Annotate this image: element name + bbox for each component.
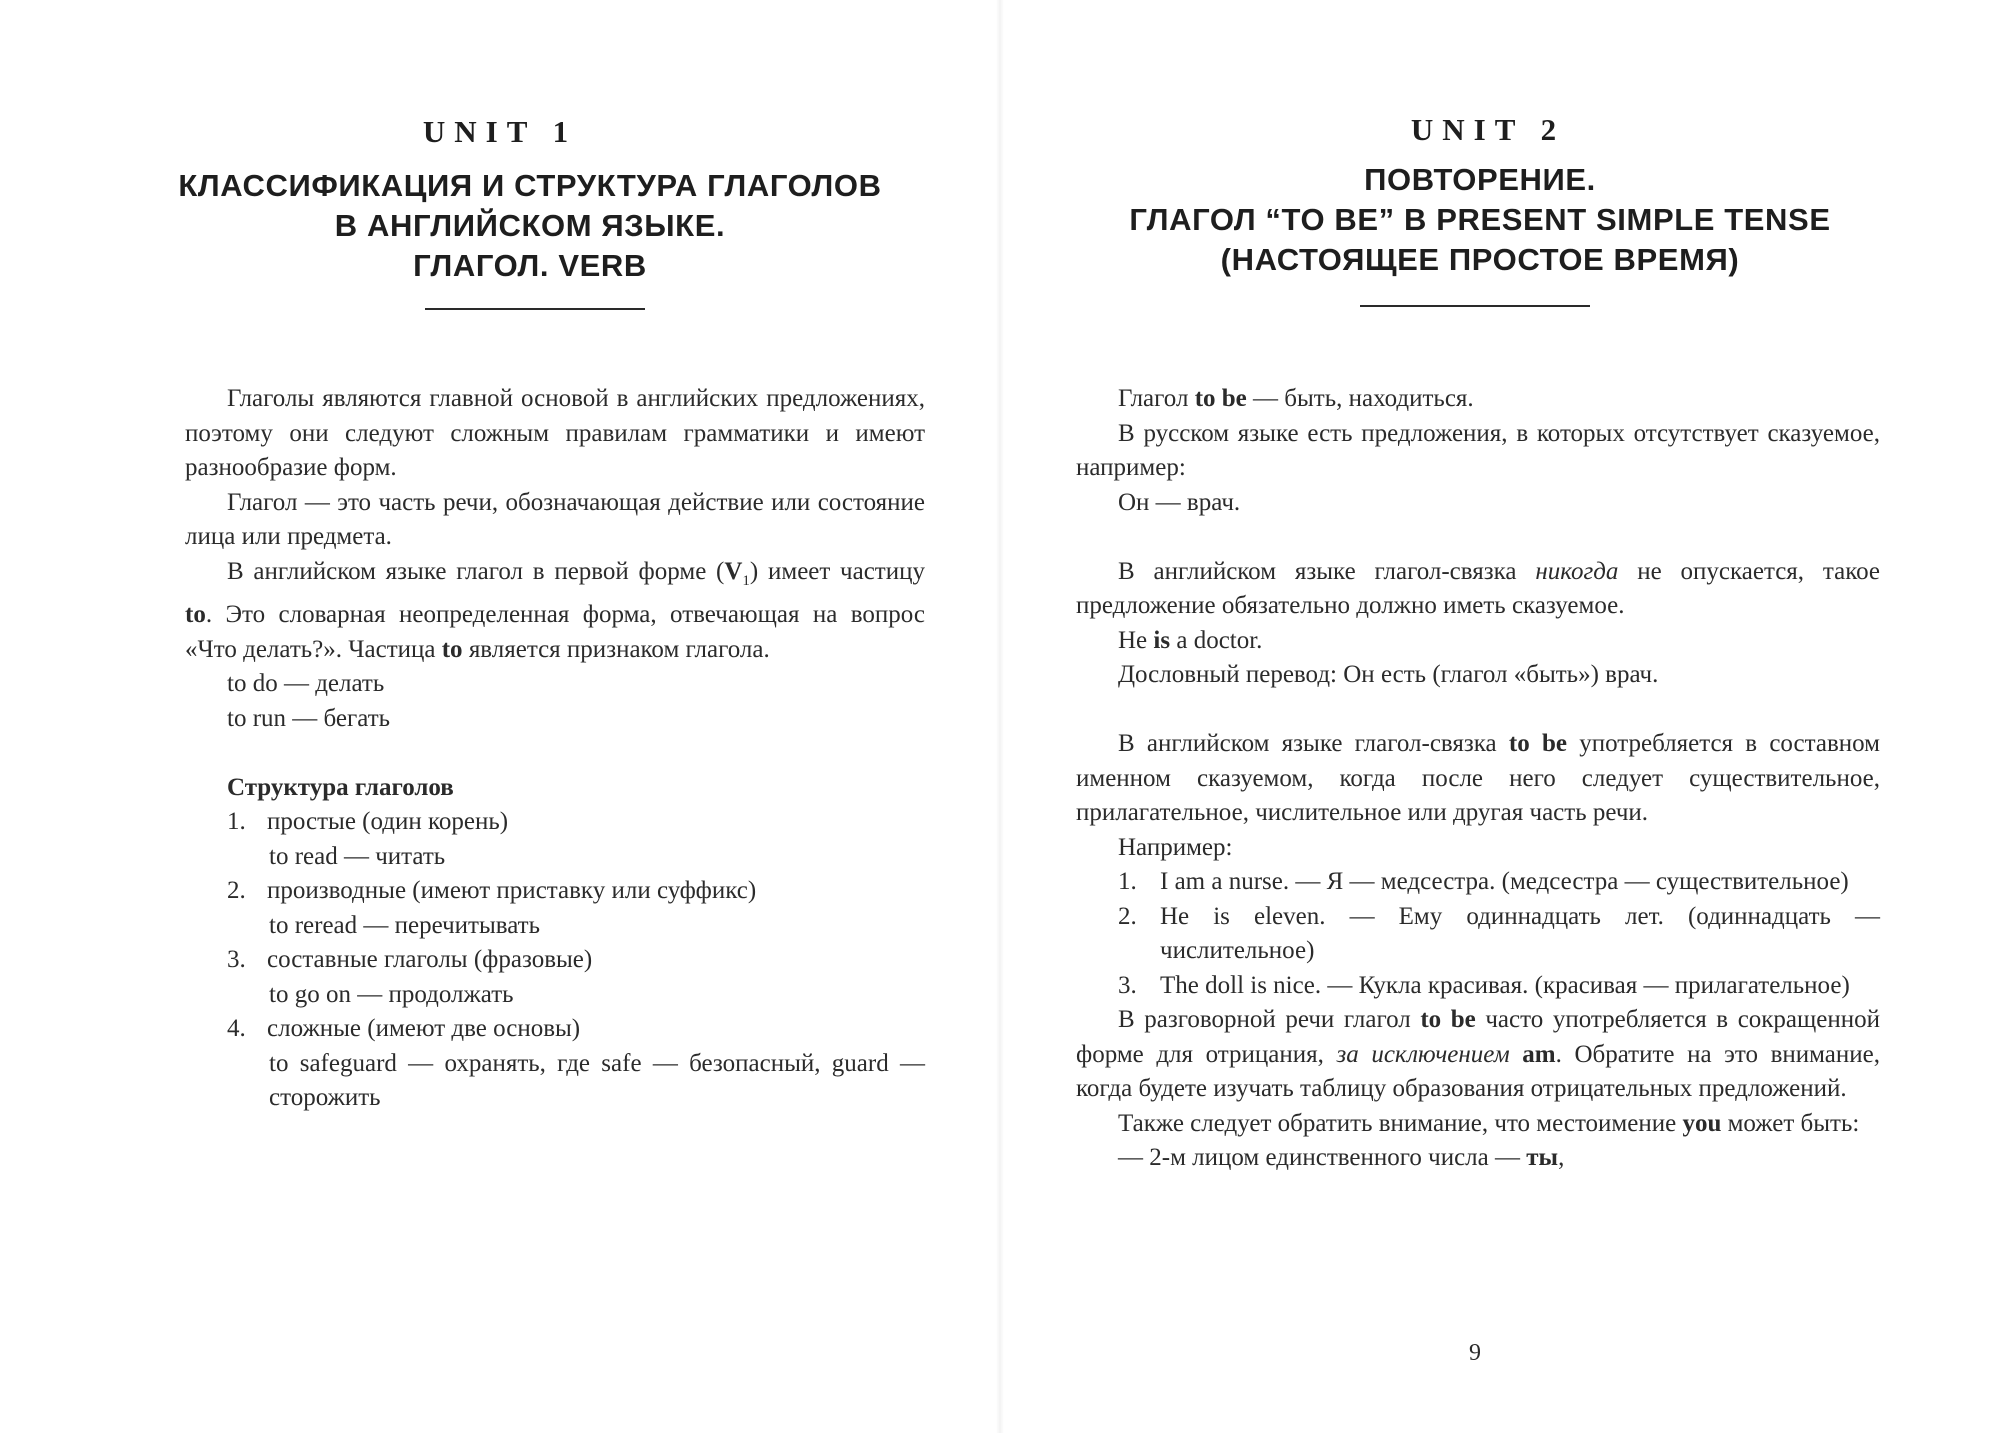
paragraph: В русском языке есть предложения, в которых отсутствует сказуемое, например: xyxy=(1076,419,1880,481)
example-line: to run — бегать xyxy=(227,704,391,732)
unit-title xyxy=(30,166,1030,286)
page-number: 9 xyxy=(1469,1340,1481,1366)
title-line: В АНГЛИЙСКОМ ЯЗЫКЕ. xyxy=(334,208,726,243)
example-label: Например: xyxy=(1118,833,1233,861)
title-line: ГЛАГОЛ. VERB xyxy=(413,248,647,283)
title-divider xyxy=(1360,305,1590,307)
paragraph: В английском языке глагол-связка to be употребляется в составном именном сказуемом, когда после него следует существительное, прилагательное, числительное или другая часть речи. xyxy=(1076,730,1880,826)
list-example: to go on — продолжать xyxy=(269,980,514,1008)
list-item: 2. производные (имеют приставку или суффикс) xyxy=(227,877,757,904)
right-body xyxy=(1076,382,1880,1176)
list-item: 2. He is eleven. — Ему одиннадцать лет. (одиннадцать — числительное) xyxy=(1118,902,1880,964)
paragraph: Глагол to be — быть, находиться. xyxy=(1118,385,1474,412)
example-line: Дословный перевод: Он есть (глагол «быть») врач. xyxy=(1118,661,1659,688)
list-item: 1. простые (один корень) xyxy=(227,808,509,835)
title-line: ПОВТОРЕНИЕ. xyxy=(1364,162,1596,197)
list-example: to reread — перечитывать xyxy=(269,911,541,939)
paragraph: — 2-м лицом единственного числа — ты, xyxy=(1118,1144,1565,1171)
right-page xyxy=(1000,0,2000,1433)
paragraph: Глаголы являются главной основой в английских предложениях, поэтому они следуют сложным правилам грамматики и имеют разнообразие форм. xyxy=(185,385,925,481)
paragraph: Глагол — это часть речи, обозначающая действие или состояние лица или предмета. xyxy=(185,488,925,550)
section-heading: Структура глаголов xyxy=(227,773,454,801)
list-example: to read — читать xyxy=(269,842,446,870)
example-line: He is a doctor. xyxy=(1118,626,1263,654)
list-example: to safeguard — охранять, где safe — безопасный, guard — сторожить xyxy=(269,1049,925,1111)
list-item: 3. The doll is nice. — Кукла красивая. (красивая — прилагательное) xyxy=(1118,971,1850,999)
paragraph: В разговорной речи глагол to be часто употребляется в сокращенной форме для отрицания, за исключением am. Обратите на это внимание, когда будете изучать таблицу образования отрицательных предложений. xyxy=(1076,1006,1881,1102)
title-line: ГЛАГОЛ “TO BE” В PRESENT SIMPLE TENSE xyxy=(1129,202,1831,237)
list-item: 4. сложные (имеют две основы) xyxy=(227,1015,581,1042)
title-divider xyxy=(425,308,645,310)
title-line: КЛАССИФИКАЦИЯ И СТРУКТУРА ГЛАГОЛОВ xyxy=(178,168,882,203)
list-item: 3. составные глаголы (фразовые) xyxy=(227,946,593,973)
left-body xyxy=(185,382,925,1116)
list-item: 1. I am a nurse. — Я — медсестра. (медсестра — существительное) xyxy=(1118,868,1849,895)
unit-label: UNIT 1 xyxy=(422,114,578,149)
example-line: Он — врач. xyxy=(1118,488,1241,516)
paragraph: В английском языке глагол в первой форме $(V_1)$ имеет частицу to. Это словарная неопределенная форма, отвечающая на вопрос «Что делать?». Частица to является признаком глагола. xyxy=(185,557,925,663)
unit-label: UNIT 2 xyxy=(1410,112,1566,147)
unit-title xyxy=(980,160,1980,280)
paragraph: В английском языке глагол-связка никогда не опускается, такое предложение обязательно должно иметь сказуемое. xyxy=(1076,557,1880,619)
title-line: (НАСТОЯЩЕЕ ПРОСТОЕ ВРЕМЯ) xyxy=(1220,242,1740,277)
example-line: to do — делать xyxy=(227,670,385,697)
paragraph: Также следует обратить внимание, что местоимение you может быть: xyxy=(1118,1109,1860,1137)
